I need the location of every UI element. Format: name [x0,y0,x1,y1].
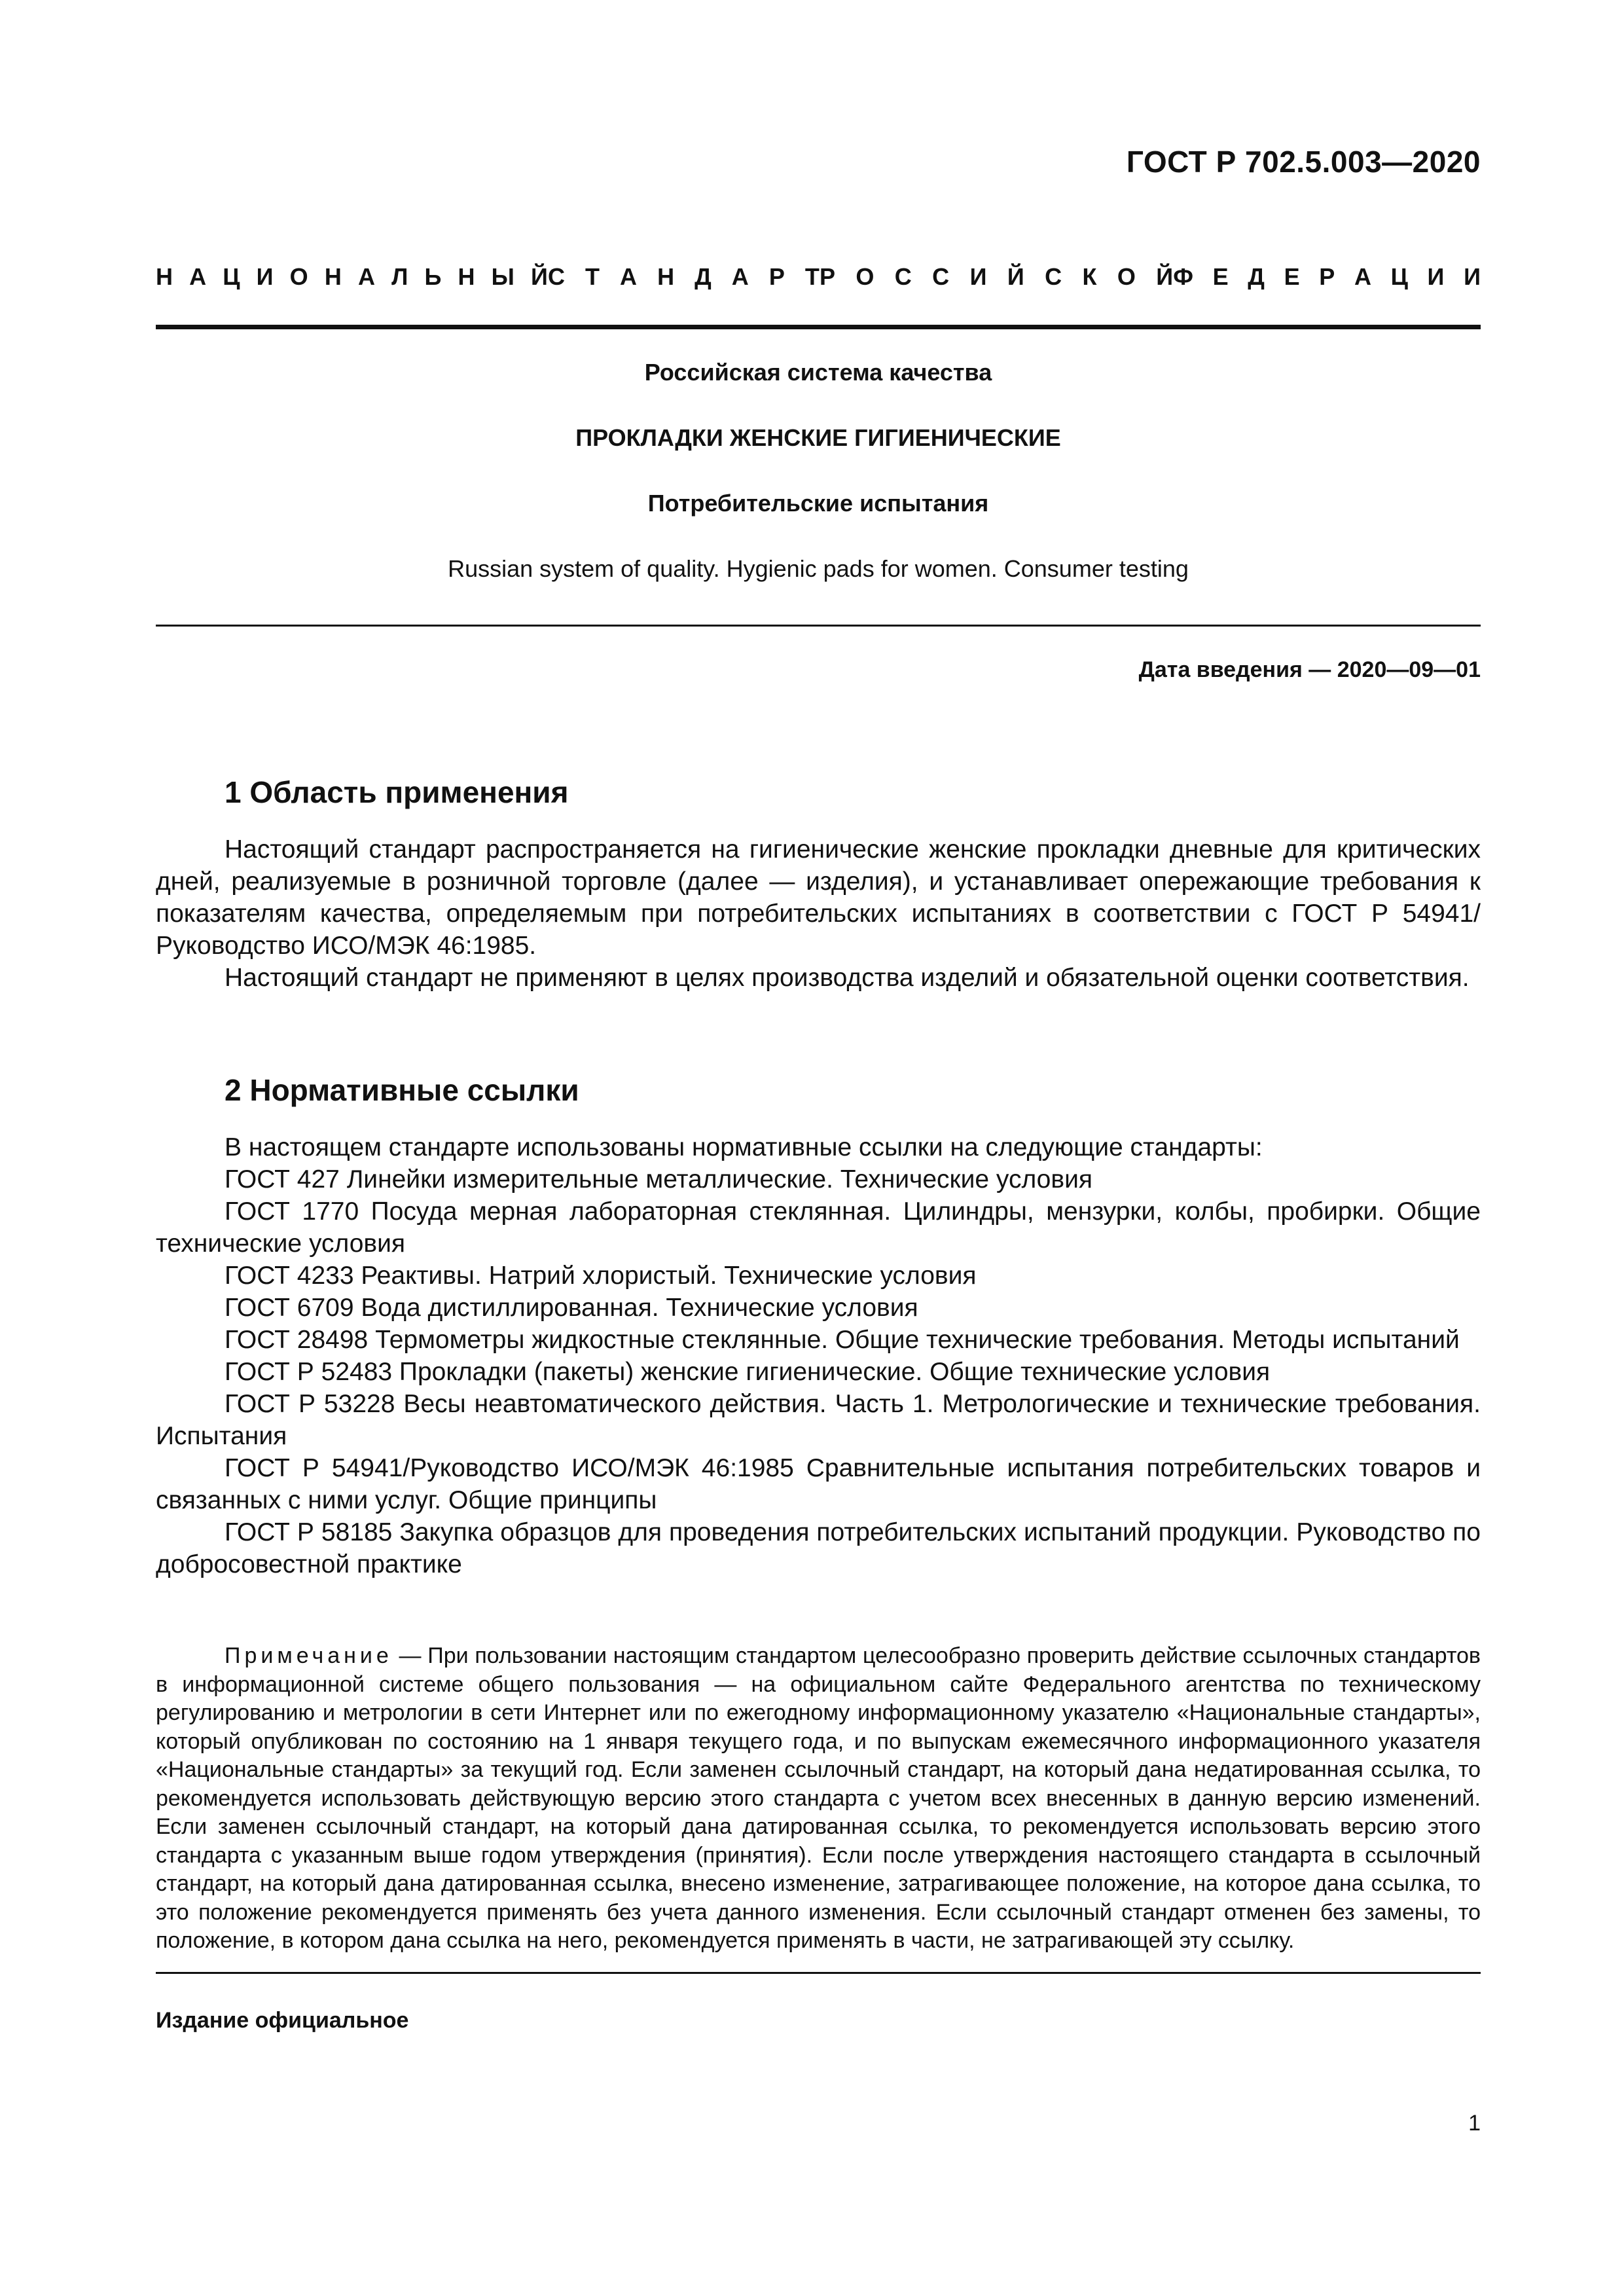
title-letter: Ы [491,263,514,290]
system-title: Российская система качества [644,359,992,386]
note [156,1642,1481,1956]
title-letter: О [856,263,875,290]
title-word [156,263,548,291]
english-title: Russian system of quality. Hygienic pads for women. Consumer testing [448,555,1189,582]
title-letter: Ц [223,263,240,290]
reference-item: ГОСТ 427 Линейки измерительные металлические. Технические условия [225,1165,1092,1194]
product-title: ПРОКЛАДКИ ЖЕНСКИЕ ГИГИЕНИЧЕСКИЕ [575,424,1061,451]
title-letter: Н [324,263,342,290]
title-letter: Р [819,263,835,290]
title-letter: С [547,263,565,290]
title-letter: Ц [1390,263,1408,290]
title-letter: Т [804,263,820,290]
paragraph: Настоящий стандарт распространяется на гигиенические женские прокладки дневные для критических дней, реализуемые в розничной торговле (далее — изделия), и устанавливает опережающие требования к показателям качества, определяемым при потребительских испытаниях в соответствии с ГОСТ Р 54941/Руководство ИСО/МЭК 46:1985. [156,835,1481,960]
title-letter: А [620,263,638,290]
title-letter: К [1082,263,1097,290]
section-2-body [156,1131,1481,1580]
title-letter: А [357,263,375,290]
edition-label: Издание официальное [156,2008,409,2033]
section-2-heading: 2 Нормативные ссылки [225,1073,579,1107]
standard-number: ГОСТ Р 702.5.003—2020 [1126,145,1481,179]
page-number: 1 [1468,2111,1481,2136]
title-letter: Ь [424,263,442,290]
title-letter: Й [1007,263,1024,290]
title-divider [156,625,1481,627]
title-word [548,263,820,291]
title-letter: Й [530,263,548,290]
section-1-heading: 1 Область применения [225,775,569,809]
title-letter: Л [391,263,408,290]
title-letter: Е [1212,263,1229,290]
title-letter: Д [1248,263,1265,290]
title-letter: Е [1284,263,1300,290]
title-letter: А [1354,263,1371,290]
title-word [820,263,1173,291]
title-letter: С [894,263,912,290]
title-letter: О [289,263,308,290]
title-letter: И [1464,263,1481,290]
title-letter: И [969,263,987,290]
title-letter: А [731,263,749,290]
title-letter: Н [156,263,173,290]
reference-item: ГОСТ 6709 Вода дистиллированная. Технические условия [225,1294,918,1322]
title-letter: Й [1156,263,1174,290]
reference-item: ГОСТ 1770 Посуда мерная лабораторная стеклянная. Цилиндры, мензурки, колбы, пробирки. Общие технические условия [156,1197,1481,1258]
title-letter: И [1427,263,1445,290]
paragraph: В настоящем стандарте использованы нормативные ссылки на следующие стандарты: [225,1133,1263,1161]
title-letter: С [932,263,950,290]
reference-item: ГОСТ Р 52483 Прокладки (пакеты) женские гигиенические. Общие технические условия [225,1358,1271,1386]
title-word [1173,263,1481,291]
section-1-body [156,833,1481,994]
introduction-date: Дата введения — 2020—09—01 [1138,657,1481,682]
reference-item: ГОСТ Р 54941/Руководство ИСО/МЭК 46:1985 Сравнительные испытания потребительских товаров и связанных с ними услуг. Общие принципы [156,1454,1481,1514]
title-letter: А [189,263,207,290]
title-letter: Ф [1173,263,1193,290]
note-label: Примечание [225,1643,393,1668]
title-letter: Р [1319,263,1335,290]
title-letter: Н [657,263,675,290]
title-letter: Т [585,263,600,290]
reference-item: ГОСТ Р 58185 Закупка образцов для проведения потребительских испытаний продукции. Руководство по добросовестной практике [156,1518,1481,1578]
national-standard-title [156,263,1481,291]
note-text: — При пользовании настоящим стандартом целесообразно проверить действие ссылочных стандартов в информационной системе общего пользования — на официальном сайте Федерального агентства по техническому регулированию и метрологии в сети Интернет или по ежегодному информационному указателю «Национальные стандарты», который опубликован по состоянию на 1 января текущего года, и по выпускам ежемесячного информационного указателя «Национальные стандарты» за текущий год. Если заменен ссылочный стандарт, на который дана недатированная ссылка, то рекомендуется использовать действующую версию этого стандарта с учетом всех внесенных в данную версию изменений. Если заменен ссылочный стандарт, на который дана датированная ссылка, то рекомендуется использовать версию этого стандарта с указанным выше годом утверждения (принятия). Если после утверждения настоящего стандарта в ссылочный стандарт, на который дана датированная ссылка, внесено изменение, затрагивающее положение, на которое дана ссылка, то это положение рекомендуется применять без учета данного изменения. Если ссылочный стандарт отменен без замены, то положение, в котором дана ссылка на него, рекомендуется применять в части, не затрагивающей эту ссылку. [156,1643,1481,1953]
paragraph: Настоящий стандарт не применяют в целях производства изделий и обязательной оценки соответствия. [225,964,1470,992]
title-letter: Н [458,263,475,290]
document-subtitle: Потребительские испытания [647,490,989,517]
reference-item: ГОСТ 28498 Термометры жидкостные стеклянные. Общие технические требования. Методы испытаний [225,1326,1460,1354]
title-letter: И [256,263,274,290]
title-letter: Д [695,263,712,290]
title-letter: С [1045,263,1062,290]
title-letter: Р [768,263,785,290]
footer-divider [156,1972,1481,1974]
title-letter: О [1117,263,1136,290]
reference-item: ГОСТ 4233 Реактивы. Натрий хлористый. Технические условия [225,1262,977,1290]
header-divider [156,325,1481,329]
reference-item: ГОСТ Р 53228 Весы неавтоматического действия. Часть 1. Метрологические и технические требования. Испытания [156,1390,1481,1450]
